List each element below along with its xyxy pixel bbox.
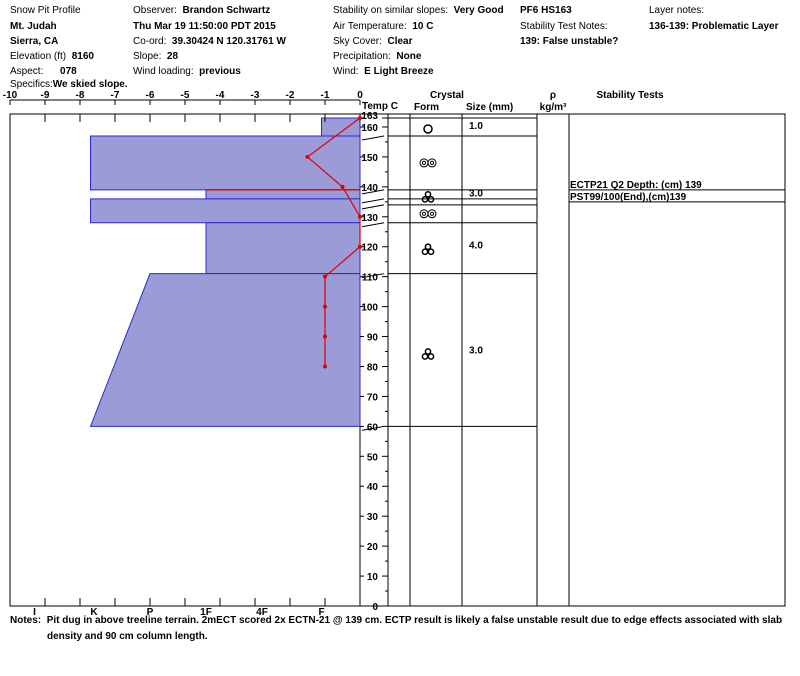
aspect-label: Aspect: (10, 66, 44, 77)
facet-lobe (428, 249, 433, 254)
hardness-tick-label: 4F (256, 607, 268, 618)
stability-label: Stability on similar slopes: (333, 5, 449, 16)
temperature-point (323, 305, 327, 309)
location-name: Mt. Judah (10, 21, 57, 32)
height-tick-label: 10 (366, 572, 378, 584)
stability-test-result: ECTP21 Q2 Depth: (cm) 139 (570, 179, 702, 191)
melt-ring (420, 210, 428, 218)
facet-lobe (428, 197, 433, 202)
slope-value: 28 (166, 51, 179, 62)
temperature-point (323, 335, 327, 339)
height-tick-label: 110 (361, 272, 378, 284)
notes-line-1: Pit dug in above treeline terrain. 2mECT scored 2x ECTN-21 @ 139 cm. ECTP result is likely a false unstable result due to edge effects associated with slab (46, 615, 783, 626)
temp-tick-label: -9 (40, 90, 50, 101)
notes-line-2: density and 90 cm column length. (47, 631, 208, 642)
height-tick-label: 160 (361, 122, 378, 134)
pit-profile-title: Snow Pit Profile (10, 5, 81, 16)
height-tick-label: 130 (361, 212, 378, 224)
specifics-value: We skied slope. (52, 79, 128, 90)
melt-ring (420, 159, 428, 167)
rounded-crystal-icon (424, 125, 432, 133)
height-tick-label: 60 (366, 422, 378, 434)
melt-core (430, 212, 433, 215)
elevation-label: Elevation (ft) (10, 51, 67, 62)
slope-label: Slope: (133, 51, 162, 62)
temp-tick-label: -8 (75, 90, 85, 101)
height-tick-label: 100 (361, 302, 378, 314)
melt-core (422, 161, 425, 164)
height-tick-label: 50 (366, 452, 378, 464)
observer-value: Brandon Schwartz (182, 5, 271, 16)
hardness-tick-label: F (318, 607, 325, 618)
wind-value: E Light Breeze (364, 66, 434, 77)
hardness-layer (322, 118, 361, 136)
melt-form-crystal-icon (420, 210, 436, 218)
aspect-value: 078 (60, 66, 77, 77)
crystal-size: 3.0 (469, 188, 483, 200)
hardness-tick-label: K (90, 607, 98, 618)
coord-label: Co-ord: (133, 36, 167, 47)
hardness-layer (206, 190, 360, 199)
temp-tick-label: -2 (285, 90, 295, 101)
layer-boundary-connector (362, 136, 384, 140)
temp-tick-label: -1 (320, 90, 330, 101)
precip-value: None (396, 51, 422, 62)
layer-notes-label: Layer notes: (649, 5, 705, 16)
region-name: Sierra, CA (10, 36, 59, 47)
temperature-point (323, 364, 327, 368)
height-tick-label: 90 (366, 332, 378, 344)
notes (10, 613, 790, 645)
pit-id: PF6 HS163 (520, 5, 572, 16)
layer-notes-value: 136-139: Problematic Layer (649, 21, 779, 32)
crystal-size: 3.0 (469, 345, 483, 357)
precip-label: Precipitation: (333, 51, 391, 62)
stability-notes-label: Stability Test Notes: (520, 21, 608, 32)
wind-label: Wind: (333, 66, 359, 77)
facet-lobe (422, 249, 427, 254)
crystal-header: Crystal (430, 90, 464, 101)
height-tick-label: 20 (366, 542, 378, 554)
hardness-layer (91, 274, 361, 427)
height-tick-label: 30 (366, 512, 378, 524)
sky-cover-label: Sky Cover: (333, 36, 382, 47)
observer-label: Observer: (133, 5, 177, 16)
temp-tick-label: -7 (110, 90, 120, 101)
height-tick-label: 150 (361, 152, 378, 164)
temp-tick-label: -6 (145, 90, 155, 101)
facet-crystal-icon (422, 349, 433, 359)
air-temp-label: Air Temperature: (333, 21, 407, 32)
sky-cover-value: Clear (387, 36, 413, 47)
facet-crystal-icon (422, 244, 433, 254)
size-header: Size (mm) (466, 102, 514, 113)
stability-tests-header: Stability Tests (596, 90, 664, 101)
height-tick-label: 80 (366, 362, 378, 374)
height-tick-label: 163 (361, 111, 378, 122)
stability-value: Very Good (453, 5, 504, 16)
facet-lobe (425, 244, 430, 249)
height-tick-label: 140 (361, 182, 378, 194)
temperature-point (306, 155, 310, 159)
observation-datetime: Thu Mar 19 11:50:00 PDT 2015 (133, 21, 276, 32)
coord-value: 39.30424 N 120.31761 W (171, 36, 286, 47)
height-tick-label: 0 (372, 602, 378, 613)
temp-tick-label: -10 (2, 90, 18, 101)
facet-lobe (428, 354, 433, 359)
hardness-tick-label: 1F (200, 607, 212, 618)
temperature-point (323, 275, 327, 279)
stability-notes-value: 139: False unstable? (520, 36, 619, 47)
hardness-tick-label: I (33, 607, 36, 618)
facet-lobe (422, 197, 427, 202)
height-tick-label: 120 (361, 242, 378, 254)
facet-lobe (425, 192, 430, 197)
height-tick-label: 40 (366, 482, 378, 494)
density-unit: kg/m³ (539, 102, 567, 113)
crystal-size: 4.0 (469, 240, 483, 252)
melt-ring (428, 159, 436, 167)
facet-crystal-icon (422, 192, 433, 202)
melt-core (430, 161, 433, 164)
hardness-layer (91, 199, 361, 223)
melt-core (422, 212, 425, 215)
height-tick-label: 70 (366, 392, 378, 404)
facet-lobe (425, 349, 430, 354)
wind-loading-value: previous (199, 66, 241, 77)
facet-lobe (422, 354, 427, 359)
melt-form-crystal-icon (420, 159, 436, 167)
stability-test-result: PST99/100(End),(cm)139 (570, 191, 687, 203)
temp-tick-label: -3 (250, 90, 260, 101)
wind-loading-label: Wind loading: (133, 66, 194, 77)
hardness-tick-label: P (146, 607, 154, 618)
height-axis-label: Temp C (362, 101, 398, 112)
hardness-layer (91, 136, 361, 190)
notes-label: Notes: (10, 615, 42, 626)
form-header: Form (414, 102, 439, 113)
temp-tick-label: -4 (215, 90, 225, 101)
layer-boundary-connector (362, 205, 384, 209)
elevation-value: 8160 (71, 51, 94, 62)
crystal-size: 1.0 (469, 120, 483, 132)
air-temp-value: 10 C (412, 21, 434, 32)
temp-tick-label: -5 (180, 90, 190, 101)
temp-tick-label: 0 (357, 90, 363, 101)
temperature-point (341, 185, 345, 189)
specifics-label: Specifics: (10, 79, 53, 90)
melt-ring (428, 210, 436, 218)
density-header: ρ (549, 90, 557, 101)
layer-boundary-connector (362, 199, 384, 203)
